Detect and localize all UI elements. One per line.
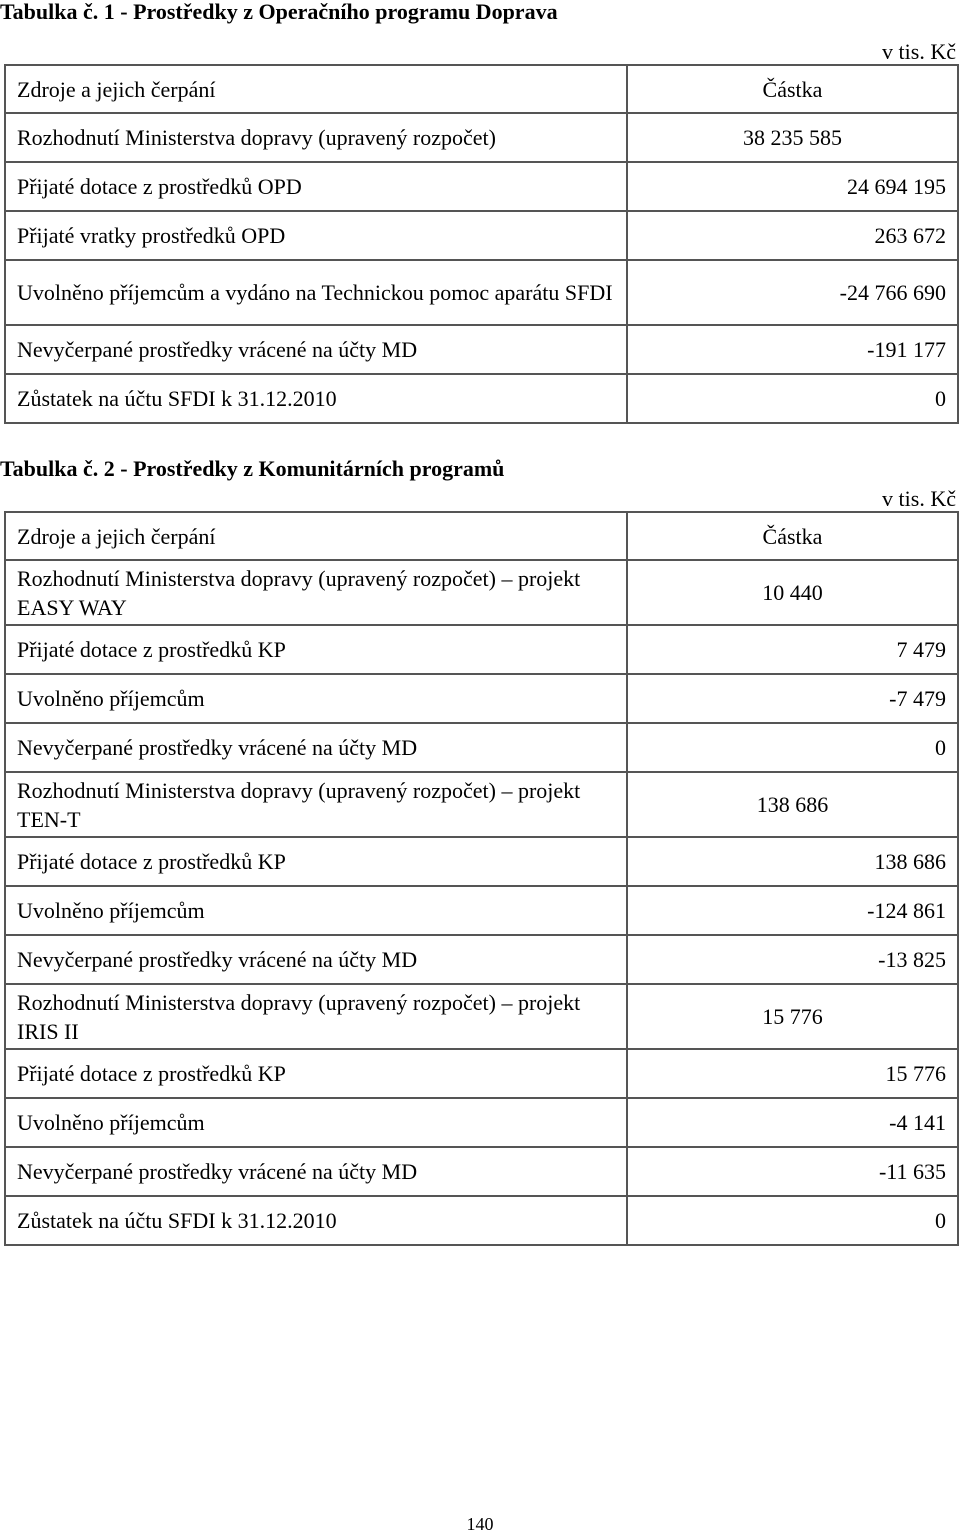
project-decision-amount: 10 440 bbox=[627, 560, 958, 625]
table1 bbox=[4, 64, 959, 424]
project-decision-row bbox=[5, 984, 958, 1049]
project-decision-row bbox=[5, 772, 958, 837]
row-amount: 15 776 bbox=[627, 1049, 958, 1098]
table2 bbox=[4, 511, 959, 1246]
table1-header-label: Zdroje a jejich čerpání bbox=[5, 65, 627, 113]
row-amount: 24 694 195 bbox=[627, 162, 958, 211]
project-decision-row bbox=[5, 560, 958, 625]
project-decision-label: Rozhodnutí Ministerstva dopravy (upravený rozpočet) – projekt EASY WAY bbox=[5, 560, 627, 625]
table-row bbox=[5, 935, 958, 984]
row-label: Nevyčerpané prostředky vrácené na účty MD bbox=[5, 325, 627, 374]
row-label: Přijaté dotace z prostředků KP bbox=[5, 1049, 627, 1098]
table-row bbox=[5, 1147, 958, 1196]
balance-amount: 0 bbox=[627, 1196, 958, 1245]
row-label: Přijaté dotace z prostředků KP bbox=[5, 837, 627, 886]
table1-header-amount: Částka bbox=[627, 65, 958, 113]
row-label: Přijaté vratky prostředků OPD bbox=[5, 211, 627, 260]
project-decision-label: Rozhodnutí Ministerstva dopravy (upravený rozpočet) – projekt IRIS II bbox=[5, 984, 627, 1049]
table-row bbox=[5, 1049, 958, 1098]
table-row bbox=[5, 1098, 958, 1147]
project-decision-amount: 138 686 bbox=[627, 772, 958, 837]
table2-header-row bbox=[5, 512, 958, 560]
row-amount: 0 bbox=[627, 374, 958, 423]
row-label: Nevyčerpané prostředky vrácené na účty MD bbox=[5, 723, 627, 772]
table-row bbox=[5, 260, 958, 325]
table-row bbox=[5, 325, 958, 374]
table-row bbox=[5, 886, 958, 935]
balance-row bbox=[5, 1196, 958, 1245]
row-amount: -124 861 bbox=[627, 886, 958, 935]
row-amount: -4 141 bbox=[627, 1098, 958, 1147]
table1-decision-row bbox=[5, 113, 958, 162]
row-label: Uvolněno příjemcům bbox=[5, 674, 627, 723]
table-row bbox=[5, 674, 958, 723]
row-label: Nevyčerpané prostředky vrácené na účty MD bbox=[5, 935, 627, 984]
table2-caption: Tabulka č. 2 - Prostředky z Komunitárních programů bbox=[0, 456, 505, 481]
row-label: Uvolněno příjemcům a vydáno na Technickou pomoc aparátu SFDI bbox=[5, 260, 627, 325]
row-label: Uvolněno příjemcům bbox=[5, 1098, 627, 1147]
row-amount: -24 766 690 bbox=[627, 260, 958, 325]
table2-unit: v tis. Kč bbox=[882, 486, 956, 511]
table-row bbox=[5, 211, 958, 260]
row-amount: -191 177 bbox=[627, 325, 958, 374]
row-amount: 263 672 bbox=[627, 211, 958, 260]
table-row bbox=[5, 625, 958, 674]
project-decision-label: Rozhodnutí Ministerstva dopravy (upravený rozpočet) – projekt TEN-T bbox=[5, 772, 627, 837]
table-row bbox=[5, 162, 958, 211]
table-row bbox=[5, 374, 958, 423]
row-label: Přijaté dotace z prostředků KP bbox=[5, 625, 627, 674]
table1-caption: Tabulka č. 1 - Prostředky z Operačního programu Doprava bbox=[0, 0, 558, 24]
table2-header-label: Zdroje a jejich čerpání bbox=[5, 512, 627, 560]
row-amount: -13 825 bbox=[627, 935, 958, 984]
balance-label: Zůstatek na účtu SFDI k 31.12.2010 bbox=[5, 1196, 627, 1245]
row-amount: -7 479 bbox=[627, 674, 958, 723]
project-decision-amount: 15 776 bbox=[627, 984, 958, 1049]
table1-header-row bbox=[5, 65, 958, 113]
table1-unit: v tis. Kč bbox=[882, 39, 956, 64]
table-row bbox=[5, 837, 958, 886]
row-label: Přijaté dotace z prostředků OPD bbox=[5, 162, 627, 211]
table1-decision-amount: 38 235 585 bbox=[627, 113, 958, 162]
table1-decision-label: Rozhodnutí Ministerstva dopravy (upravený rozpočet) bbox=[5, 113, 627, 162]
row-amount: 0 bbox=[627, 723, 958, 772]
row-label: Uvolněno příjemcům bbox=[5, 886, 627, 935]
table-row bbox=[5, 723, 958, 772]
row-label: Zůstatek na účtu SFDI k 31.12.2010 bbox=[5, 374, 627, 423]
row-amount: 138 686 bbox=[627, 837, 958, 886]
row-label: Nevyčerpané prostředky vrácené na účty MD bbox=[5, 1147, 627, 1196]
row-amount: 7 479 bbox=[627, 625, 958, 674]
row-amount: -11 635 bbox=[627, 1147, 958, 1196]
table2-header-amount: Částka bbox=[627, 512, 958, 560]
page-number: 140 bbox=[466, 1514, 494, 1534]
